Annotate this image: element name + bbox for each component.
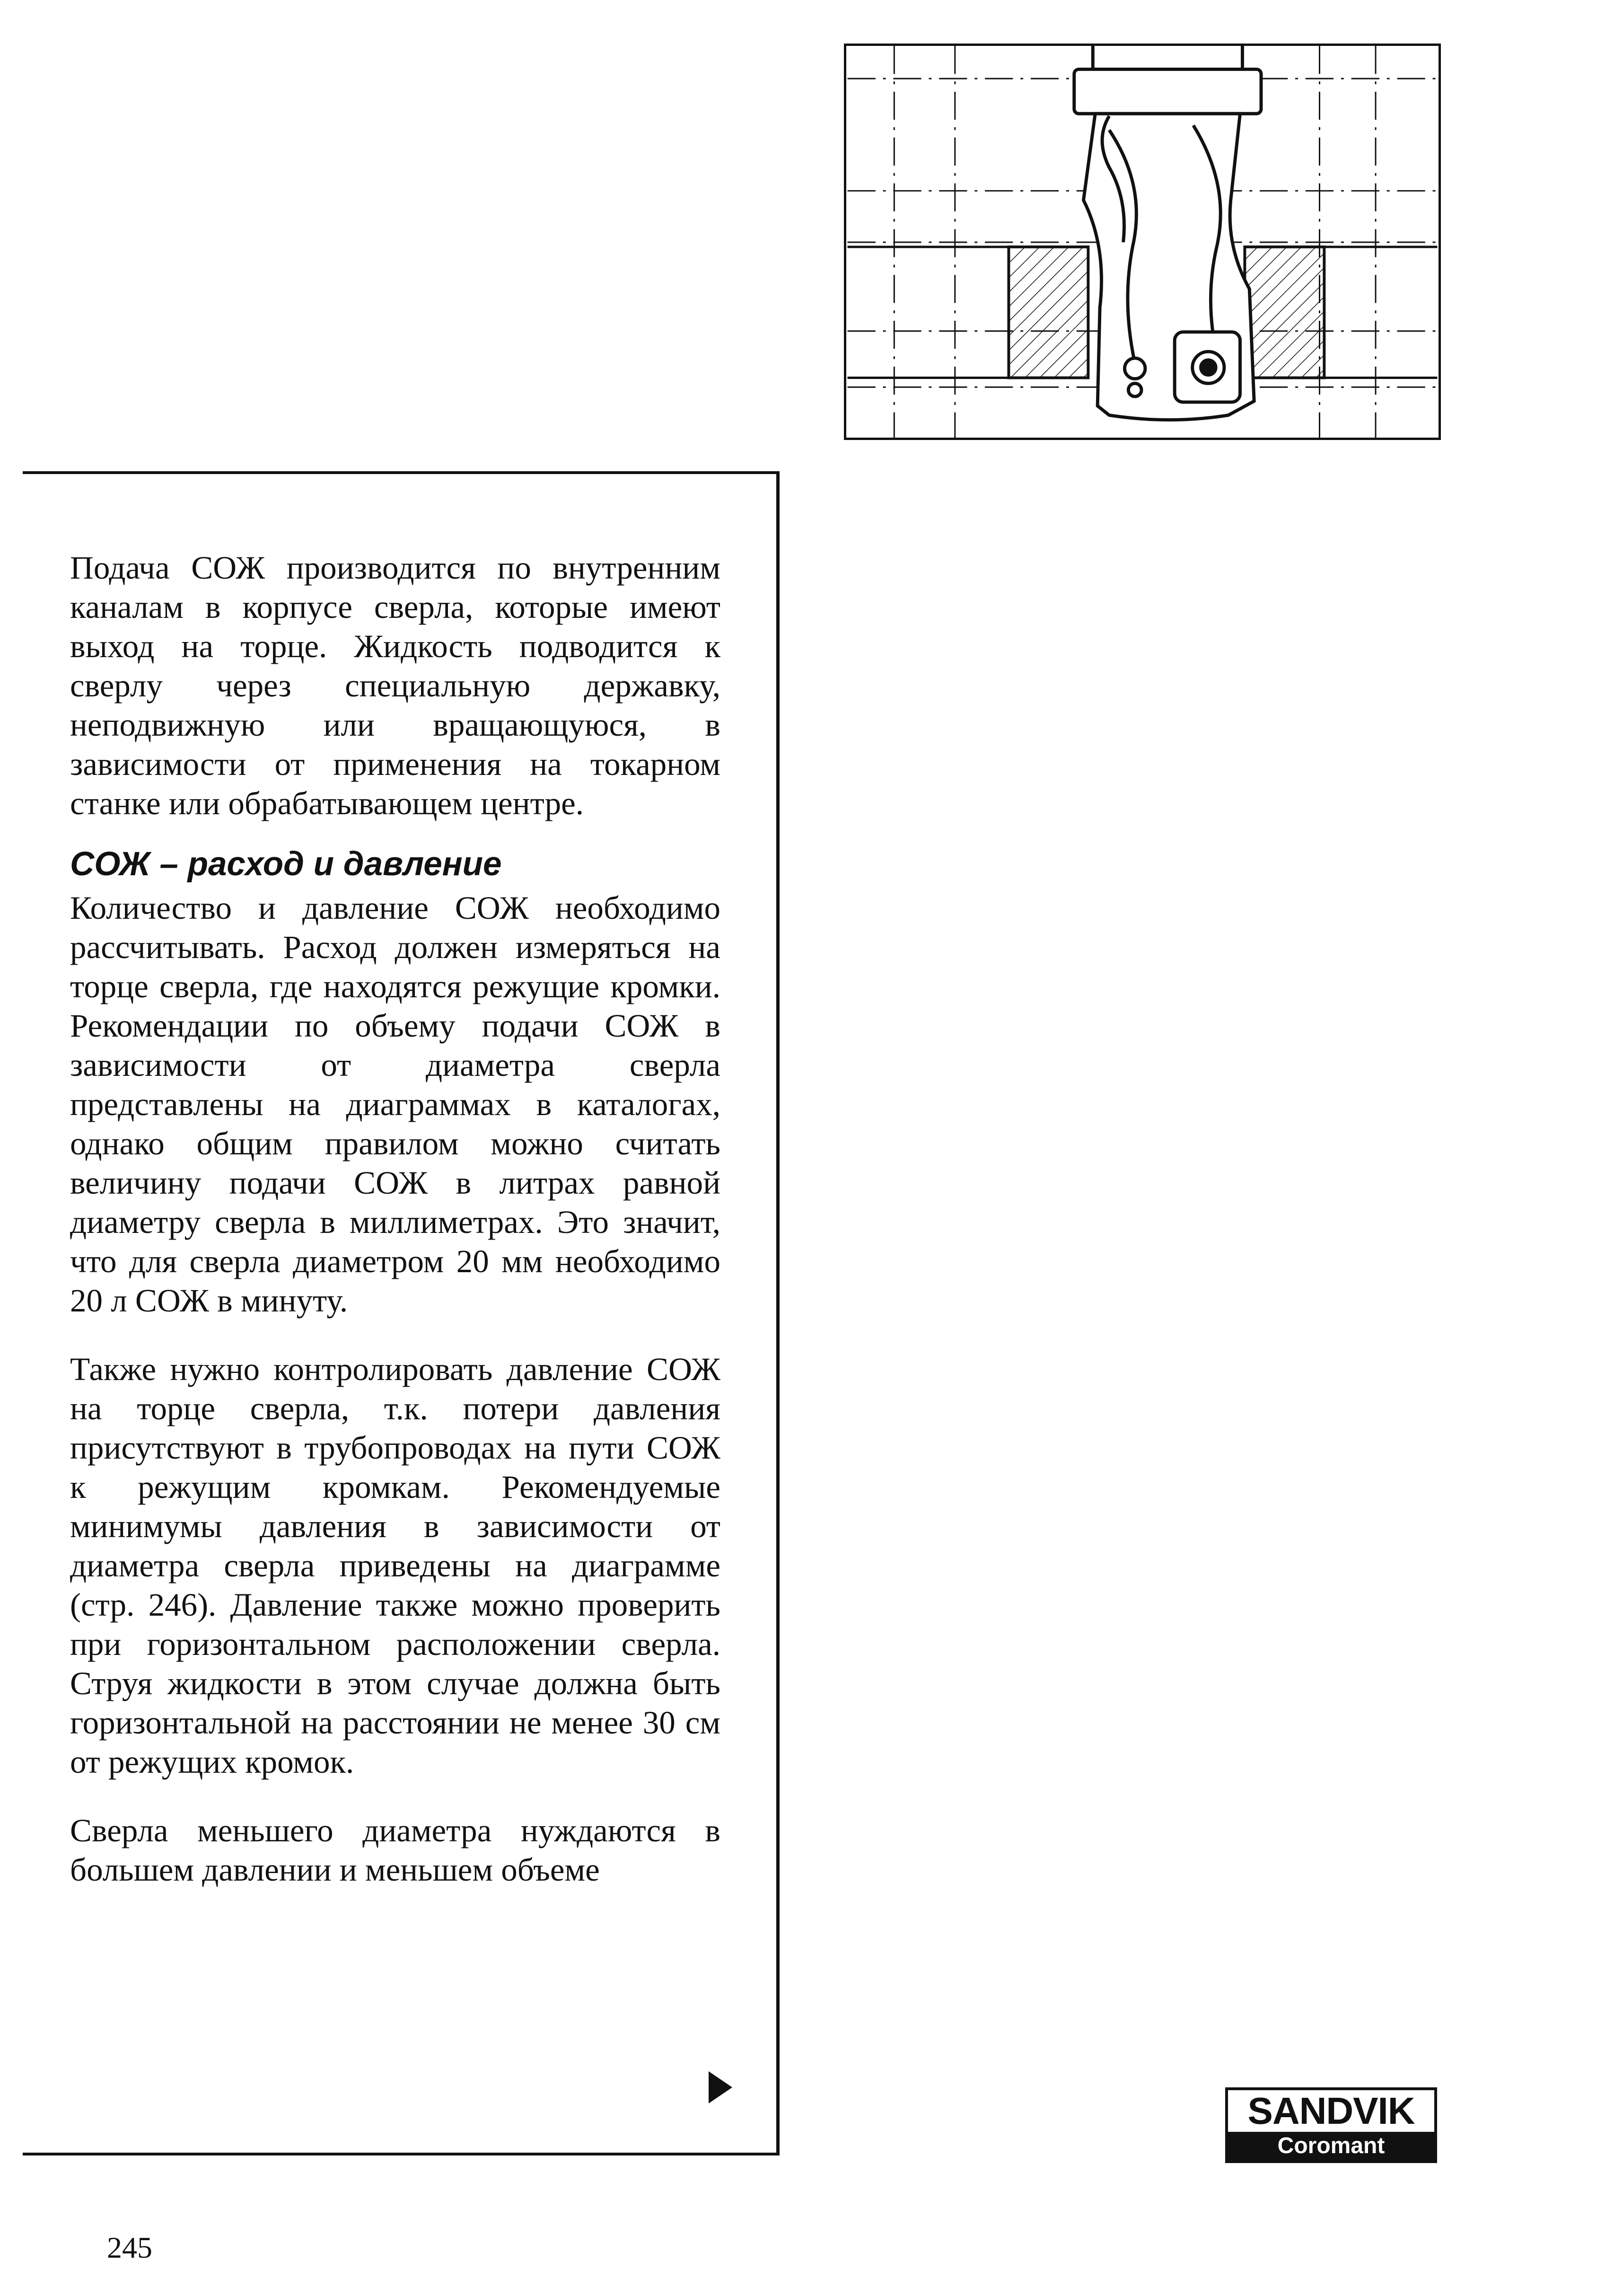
drill-illustration	[844, 44, 1441, 440]
logo-brand: SANDVIK	[1247, 2090, 1415, 2132]
logo-sub: Coromant	[1228, 2132, 1434, 2160]
panel-top-rule	[23, 471, 780, 474]
drill-body	[1074, 46, 1261, 420]
triangle-right-icon	[709, 2071, 732, 2103]
sandvik-coromant-logo	[1225, 2087, 1437, 2163]
panel-right-rule	[776, 471, 780, 2155]
text-column	[70, 548, 720, 1920]
text-panel	[23, 471, 780, 2155]
section-heading: СОЖ – расход и давление	[70, 845, 502, 883]
drill-drawing	[846, 46, 1439, 438]
section-paragraph-2: Также нужно контролировать давление СОЖ на торце сверла, т.к. потери давления присутствуют в трубопроводах на пути СОЖ к режущим кромкам. Рекомендуемые минимумы давления в зависимости от диаметра сверла приведены на диаграмме (стр. 246). Давление также можно проверить при горизонтальном расположении сверла. Струя жидкости в этом случае должна быть горизонтальной на расстоянии не менее 30 см от режущих кромок.	[70, 1351, 720, 1780]
page-number: 245	[107, 2231, 152, 2264]
section-paragraph-3: Сверла меньшего диаметра нуждаются в большем давлении и меньшем объеме	[70, 1812, 720, 1888]
intro-paragraph: Подача СОЖ производится по внутренним каналам в корпусе сверла, которые имеют выход на торце. Жидкость подводится к сверлу через специальную державку, неподвижную или вращающуюся, в зависимости от применения на токарном станке или обрабатывающем центре.	[70, 550, 720, 821]
panel-bottom-rule	[23, 2153, 780, 2155]
section-paragraph-1: Количество и давление СОЖ необходимо рассчитывать. Расход должен измеряться на торце сверла, где находятся режущие кромки. Рекомендации по объему подачи СОЖ в зависимости от диаметра сверла представлены на диаграммах в каталогах, однако общим правилом можно считать величину подачи СОЖ в литрах равной диаметру сверла в миллиметрах. Это значит, что для сверла диаметром 20 мм необходимо 20 л СОЖ в минуту.	[70, 890, 720, 1319]
